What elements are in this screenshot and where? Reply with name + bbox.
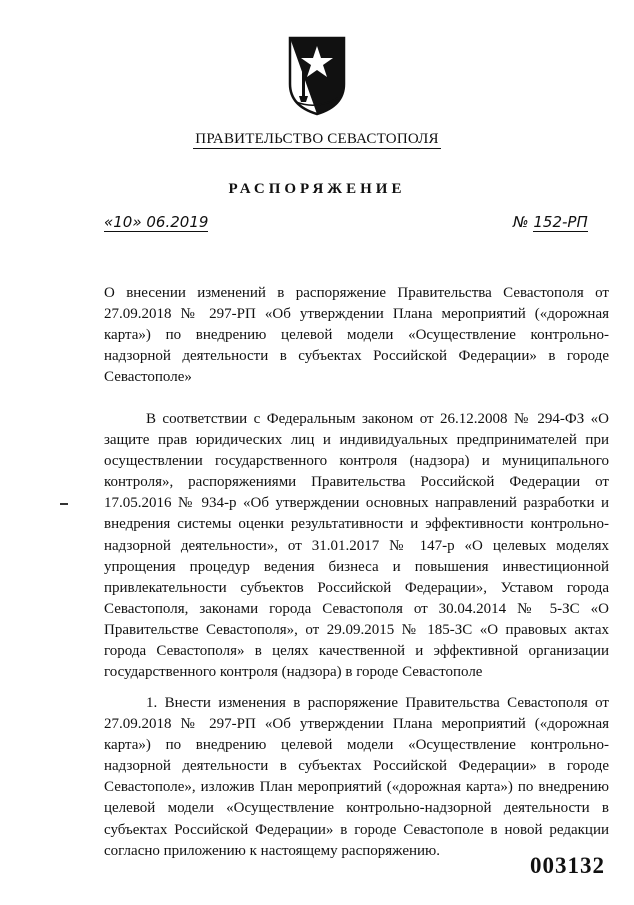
serial-number: 003132 — [530, 853, 605, 878]
document-subject: О внесении изменений в распоряжение Правительства Севастополя от 27.09.2018 № 297-РП «Об утверждении Плана мероприятий («дорожная карта») по внедрению целевой модели «Осуществление контрольно-надзорной деятельности в субъектах Российской Федерации» в городе Севастополе» — [104, 285, 609, 386]
document-type: РАСПОРЯЖЕНИЕ — [228, 181, 406, 197]
sevastopol-coat-of-arms-icon — [288, 36, 346, 116]
preamble-paragraph: В соответствии с Федеральным законом от 26.12.2008 № 294-ФЗ «О защите прав юридических лиц и индивидуальных предпринимателей при осуществлении государственного контроля (надзора) и муниципального контроля», распоряжениями Правительства Российской Федерации от 17.05.2016 № 934-р «Об утверждении основных направлений разработки и внедрения системы оценки результативности и эффективности контрольно-надзорной деятельности», от 31.01.2017 № 147-р «О целевых моделях упрощения процедур ведения бизнеса и повышения инвестиционной привлекательности субъектов Российской Федерации», Уставом города Севастополя, законами города Севастополя от 30.04.2014 № 5-ЗС «О Правительстве Севастополя», от 29.09.2015 № 185-ЗС «О правовых актах города Севастополя» в целях качественной и эффективной организации государственного контроля (надзора) в городе Севастополе — [104, 411, 609, 681]
government-title: ПРАВИТЕЛЬСТВО СЕВАСТОПОЛЯ — [195, 131, 439, 147]
document-date: «10» 06.2019 — [104, 213, 209, 231]
item-1-paragraph: 1. Внести изменения в распоряжение Правительства Севастополя от 27.09.2018 № 297-РП «Об утверждении Плана мероприятий («дорожная карта») по внедрению целевой модели «Осуществление контрольно-надзорной деятельности в субъектах Российской Федерации» в городе Севастополе», изложив План мероприятий («дорожная карта») по внедрению целевой модели «Осуществление контрольно-надзорной деятельности в субъектах Российской Федерации» в городе Севастополе в новой редакции согласно приложению к настоящему распоряжению. — [104, 695, 609, 859]
document-number: № 152-РП — [513, 213, 588, 231]
margin-mark — [60, 503, 68, 505]
